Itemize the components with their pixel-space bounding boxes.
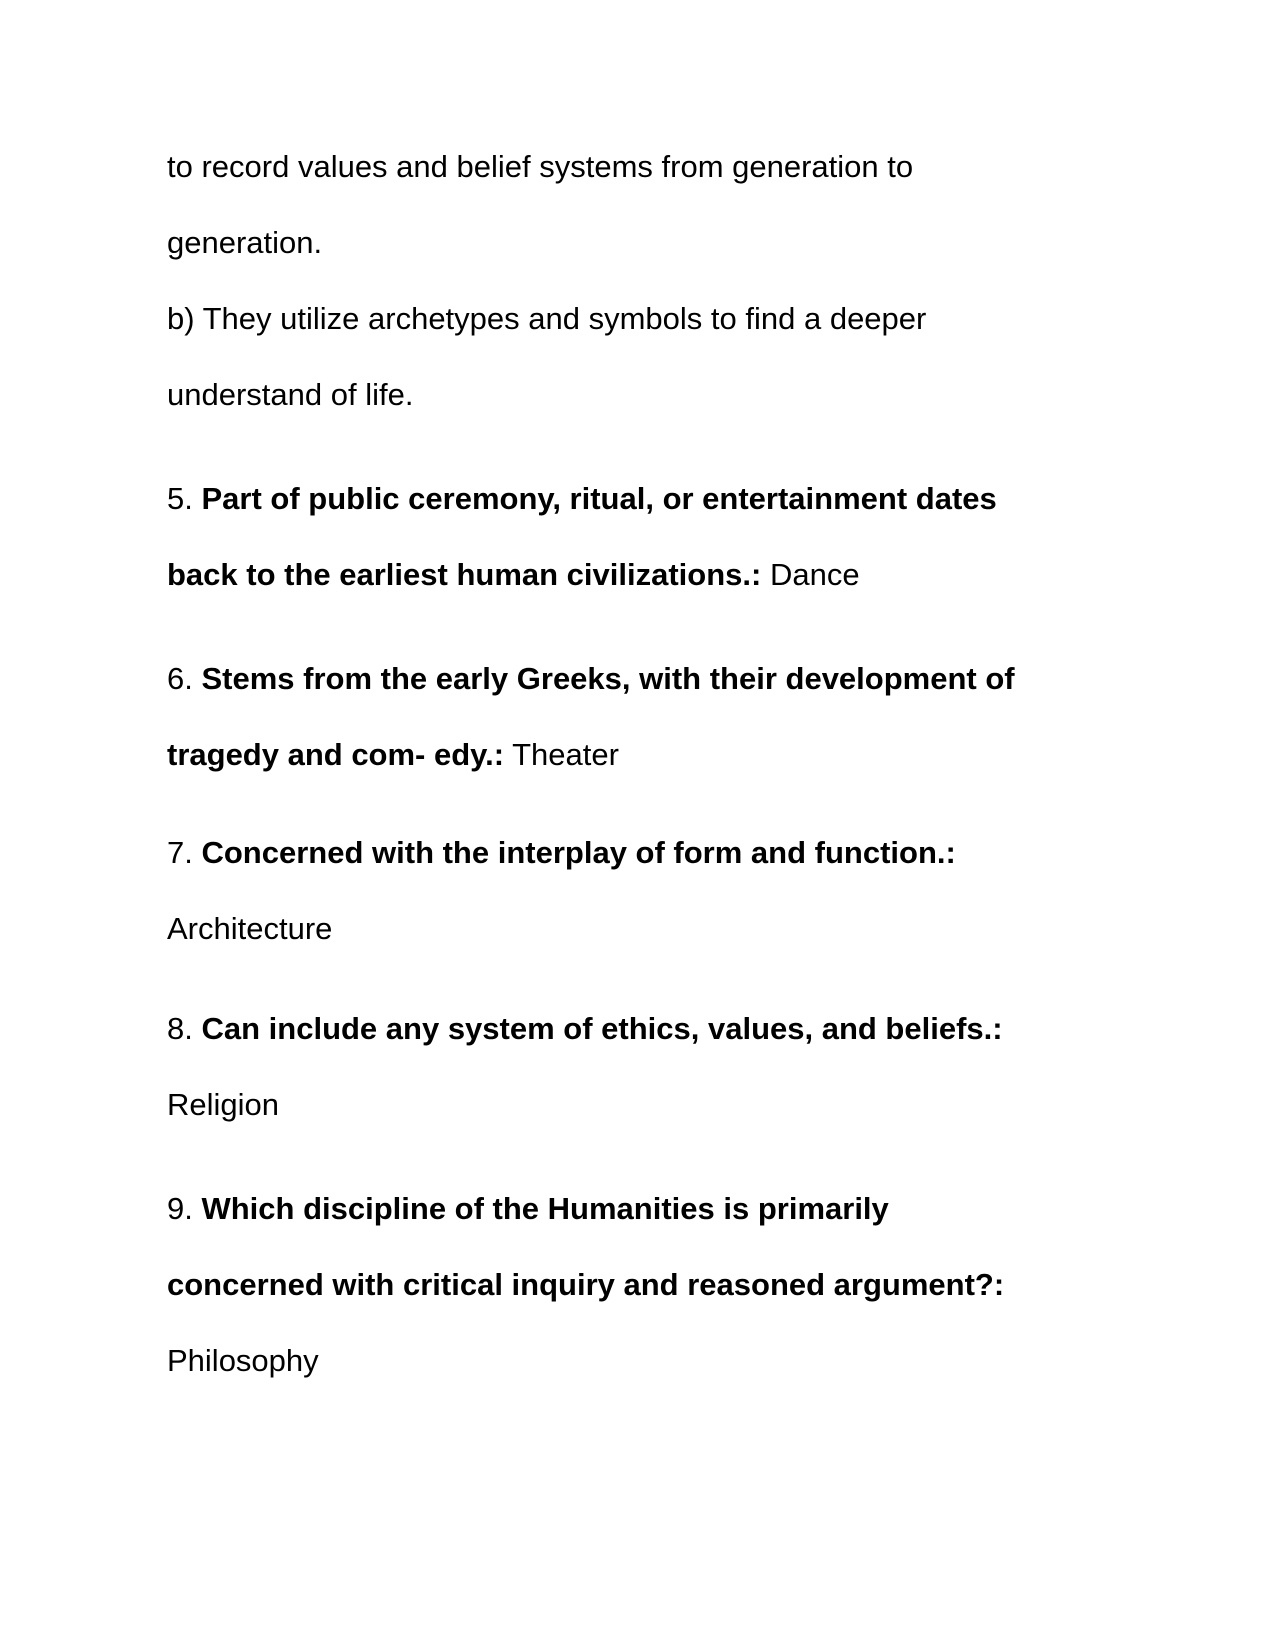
intro-line-2: generation. <box>167 225 323 260</box>
item-question: back to the earliest human civilizations.: <box>167 557 762 592</box>
item-6-line-2 <box>167 736 619 774</box>
item-5-line-1 <box>167 480 997 518</box>
intro-line-3: b) They utilize archetypes and symbols to find a deeper <box>167 301 927 336</box>
item-question: Part of public ceremony, ritual, or entertainment dates <box>201 481 997 516</box>
item-9-line-2 <box>167 1266 1004 1304</box>
item-9-answer: Philosophy <box>167 1343 319 1378</box>
item-number: 7. <box>167 835 193 870</box>
item-answer: Theater <box>512 737 619 772</box>
item-question: Can include any system of ethics, values, and beliefs.: <box>201 1011 1003 1046</box>
item-question: Concerned with the interplay of form and function.: <box>201 835 956 870</box>
item-question: concerned with critical inquiry and reasoned argument?: <box>167 1267 1005 1302</box>
item-question: Stems from the early Greeks, with their development of <box>201 661 1015 696</box>
item-8-answer: Religion <box>167 1087 280 1122</box>
item-number: 6. <box>167 661 193 696</box>
item-8-line-1 <box>167 1010 1003 1048</box>
item-question: tragedy and com- edy.: <box>167 737 505 772</box>
item-number: 8. <box>167 1011 193 1046</box>
item-5-line-2 <box>167 556 860 594</box>
item-7-answer: Architecture <box>167 911 333 946</box>
item-6-line-1 <box>167 660 1015 698</box>
item-9-line-1 <box>167 1190 889 1228</box>
intro-line-1: to record values and belief systems from generation to <box>167 149 914 184</box>
item-7-line-1 <box>167 834 956 872</box>
item-answer: Dance <box>769 557 860 592</box>
item-number: 9. <box>167 1191 193 1226</box>
item-question: Which discipline of the Humanities is primarily <box>201 1191 889 1226</box>
intro-line-4: understand of life. <box>167 377 414 412</box>
item-number: 5. <box>167 481 193 516</box>
